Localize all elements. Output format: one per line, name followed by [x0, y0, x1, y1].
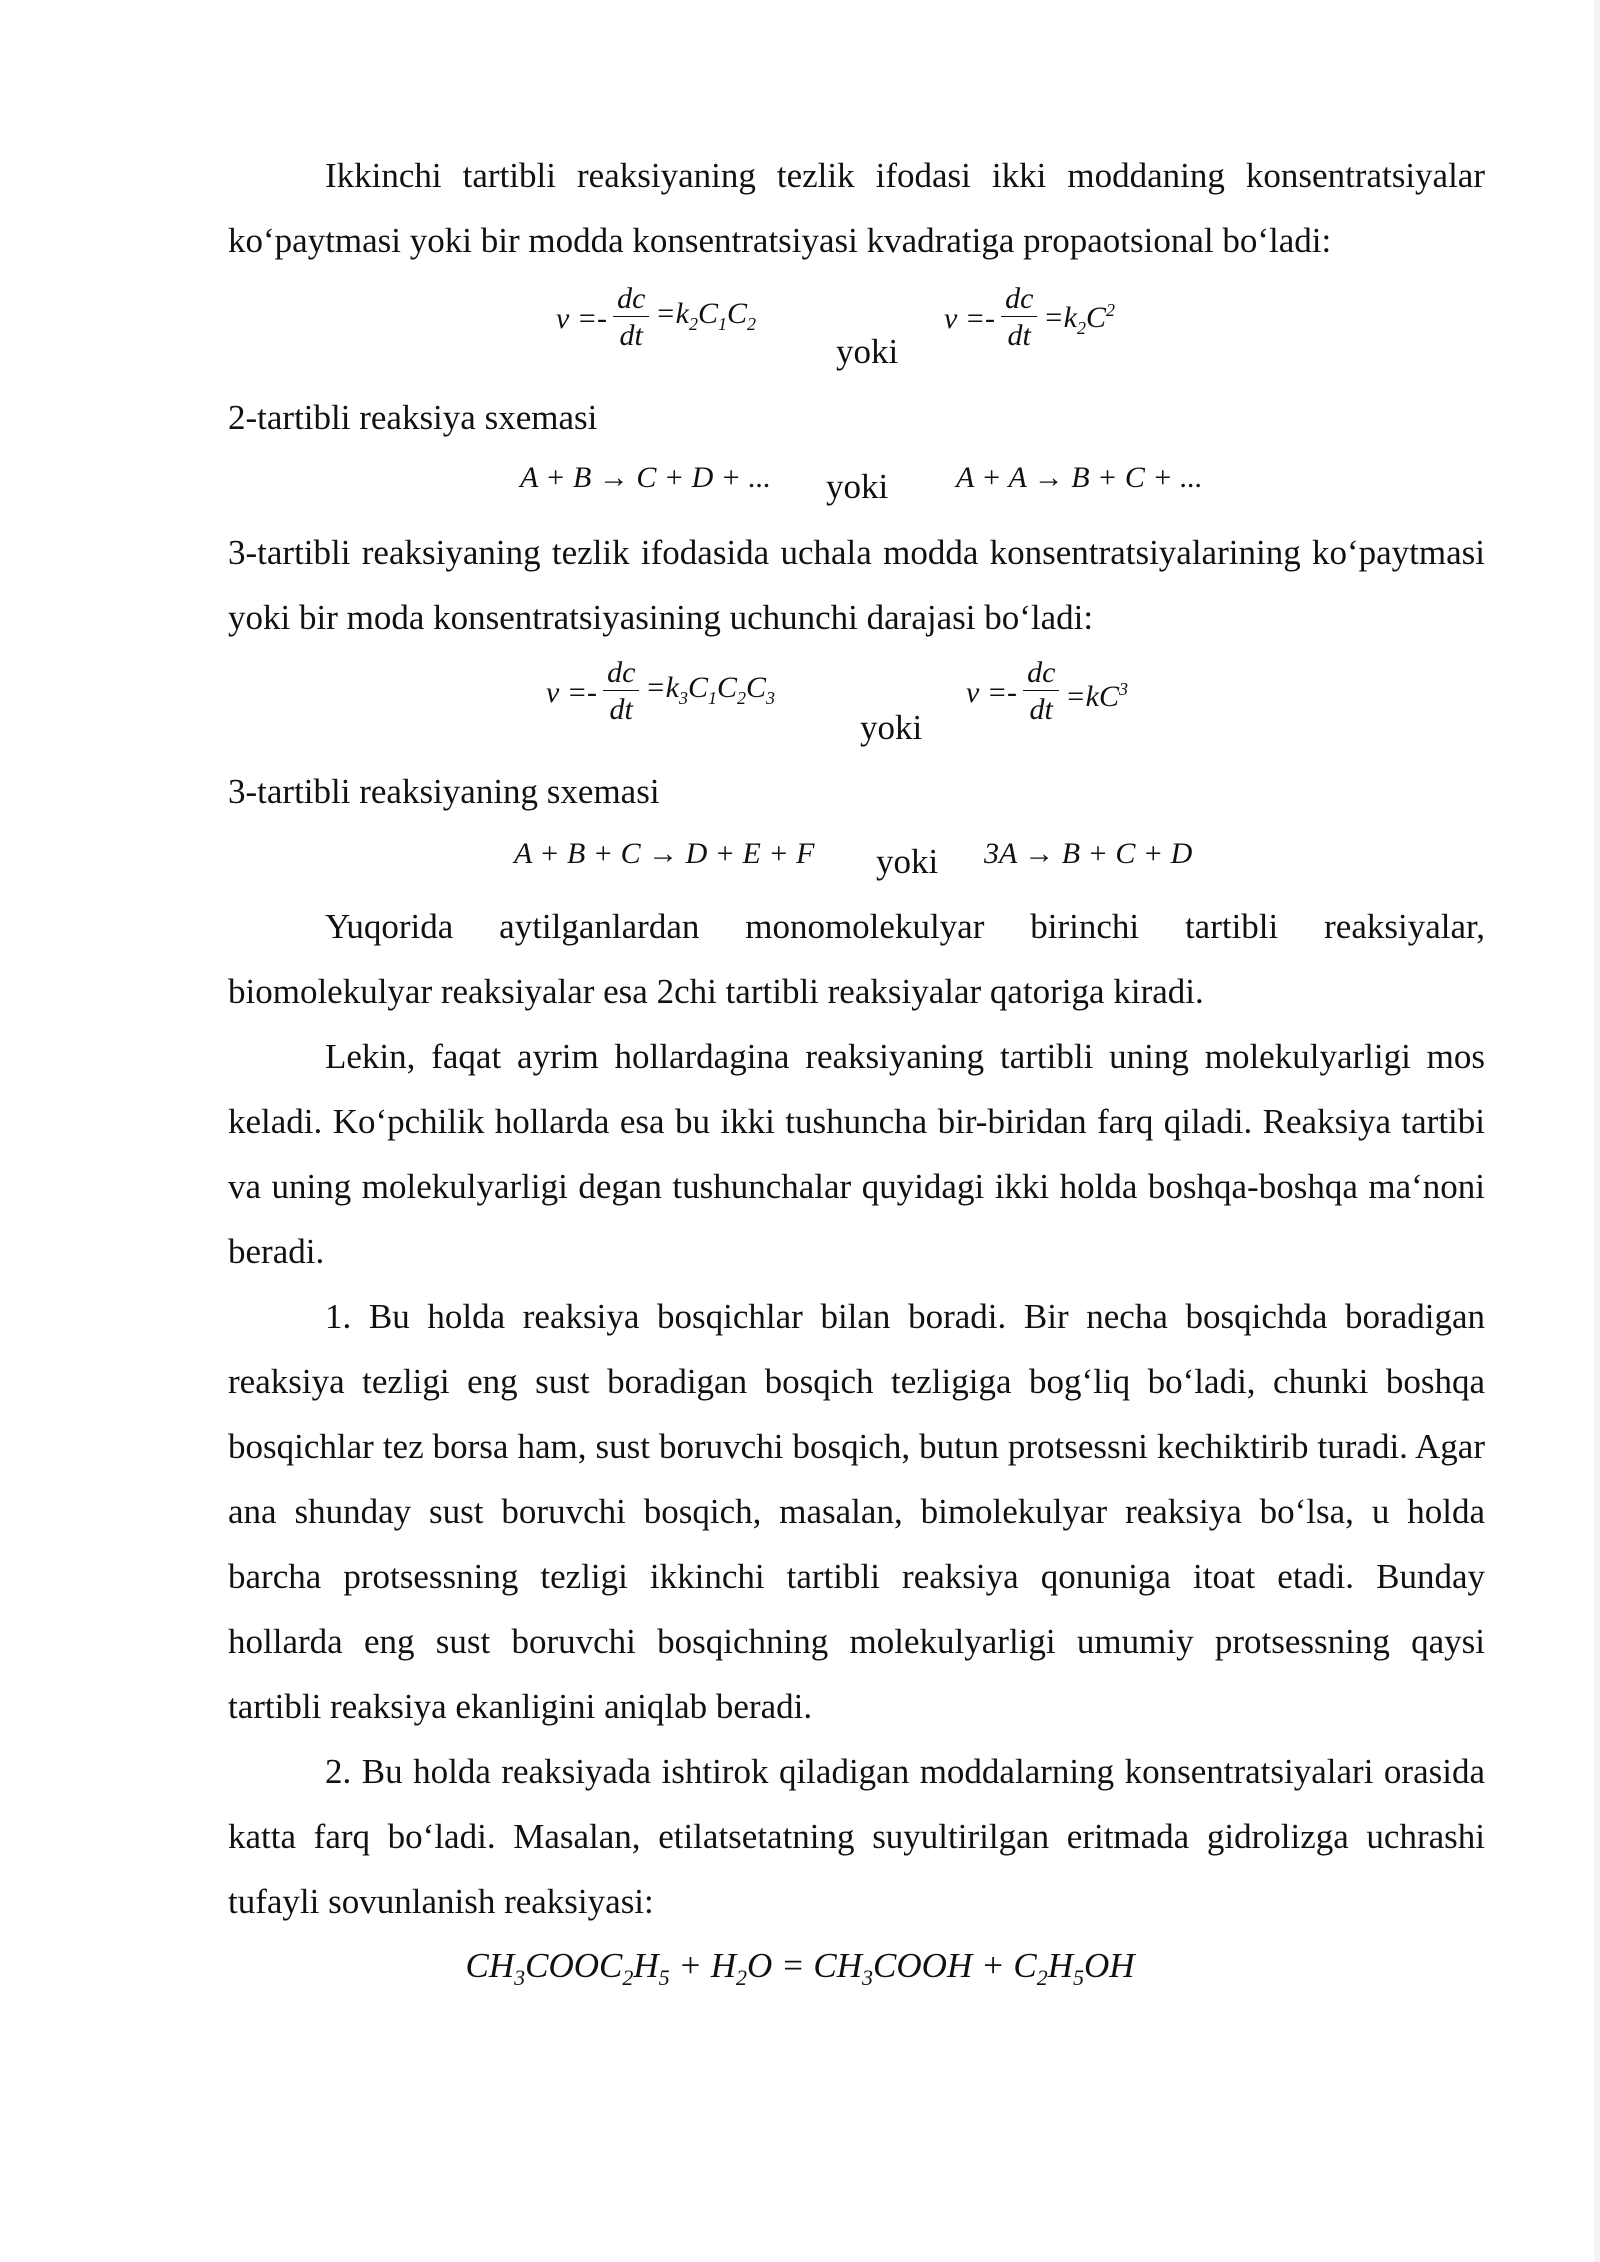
heading-3rd-order-scheme: 3-tartibli reaksiyaning sxemasi: [228, 772, 660, 811]
rate-equation-2nd-order-a: ν =- $\frac{dc}{dt}$ $=k_2C_1C_2$: [556, 282, 756, 352]
paragraph-5: 1. Bu holda reaksiya bosqichlar bilan boradi. Bir necha bosqichda boradigan reaksiya tezligi eng sust boradigan bosqich tezligiga bog‘liq bo‘ladi, chunki boshqa bosqichlar tez borsa ham, sust boruvchi bosqich, butun protsessni kechiktirib turadi. Agar ana shunday sust boruvchi bosqich, masalan, bimolekulyar reaksiya bo‘lsa, u holda barcha protsessning tezligi ikkinchi tartibli reaksiya qonuniga itoat etadi. Bunday hollarda eng sust boruvchi bosqichning molekulyarligi umumiy protsessning qaysi tartibli reaksiya ekanligini aniqlab beradi.: [228, 1297, 1485, 1726]
scheme-2nd-order-a: A + B → C + D + ...: [520, 461, 772, 494]
yoki-label-3: yoki: [860, 708, 923, 747]
paragraph-6: 2. Bu holda reaksiyada ishtirok qiladigan moddalarning konsentratsiyalari orasida katta farq bo‘ladi. Masalan, etilatsetatning suyultirilgan eritmada gidrolizga uchrashi tufayli sovunlanish reaksiyasi:: [228, 1752, 1485, 1921]
scheme-3rd-order-b: 3A → B + C + D: [984, 837, 1193, 870]
paragraph-2: 3-tartibli reaksiyaning tezlik ifodasida uchala modda konsentratsiyalarining ko‘paytmasi yoki bir moda konsentratsiyasining uchunchi darajasi bo‘ladi:: [228, 533, 1485, 637]
yoki-label-2: yoki: [826, 467, 889, 506]
paragraph-3: Yuqorida aytilganlardan monomolekulyar birinchi tartibli reaksiyalar, biomolekulyar reaksiyalar esa 2chi tartibli reaksiyalar qatoriga kiradi.: [228, 907, 1485, 1011]
rate-equation-3rd-order-b: ν =- $\frac{dc}{dt}$ $=kC^3$: [966, 656, 1128, 726]
rate-equation-2nd-order-b: ν =- $\frac{dc}{dt}$ $=k_2C^2$: [944, 282, 1115, 352]
heading-2nd-order-scheme: 2-tartibli reaksiya sxemasi: [228, 398, 598, 437]
paragraph-1: Ikkinchi tartibli reaksiyaning tezlik ifodasi ikki moddaning konsentratsiyalar ko‘paytmasi yoki bir modda konsentratsiyasi kvadratiga propaotsional bo‘ladi:: [228, 156, 1485, 260]
saponification-equation: $CH_3COOC_2H_5 + H_2O$ = $CH_3COOH + C_2H_5OH$: [465, 1946, 1135, 1990]
rate-equation-3rd-order-a: ν =- $\frac{dc}{dt}$ $=k_3C_1C_2C_3$: [546, 656, 775, 726]
paragraph-4: Lekin, faqat ayrim hollardagina reaksiyaning tartibli uning molekulyarligi mos keladi. Ko‘pchilik hollarda esa bu ikki tushuncha bir-biridan farq qiladi. Reaksiya tartibi va uning molekulyarligi degan tushunchalar quyidagi ikki holda boshqa-boshqa ma‘noni beradi.: [228, 1037, 1485, 1271]
scheme-3rd-order-a: A + B + C → D + E + F: [514, 837, 815, 870]
yoki-label-1: yoki: [836, 332, 899, 371]
yoki-label-4: yoki: [876, 842, 939, 881]
page-edge-shadow: [1594, 0, 1600, 2262]
scheme-2nd-order-b: A + A → B + C + ...: [956, 461, 1203, 494]
